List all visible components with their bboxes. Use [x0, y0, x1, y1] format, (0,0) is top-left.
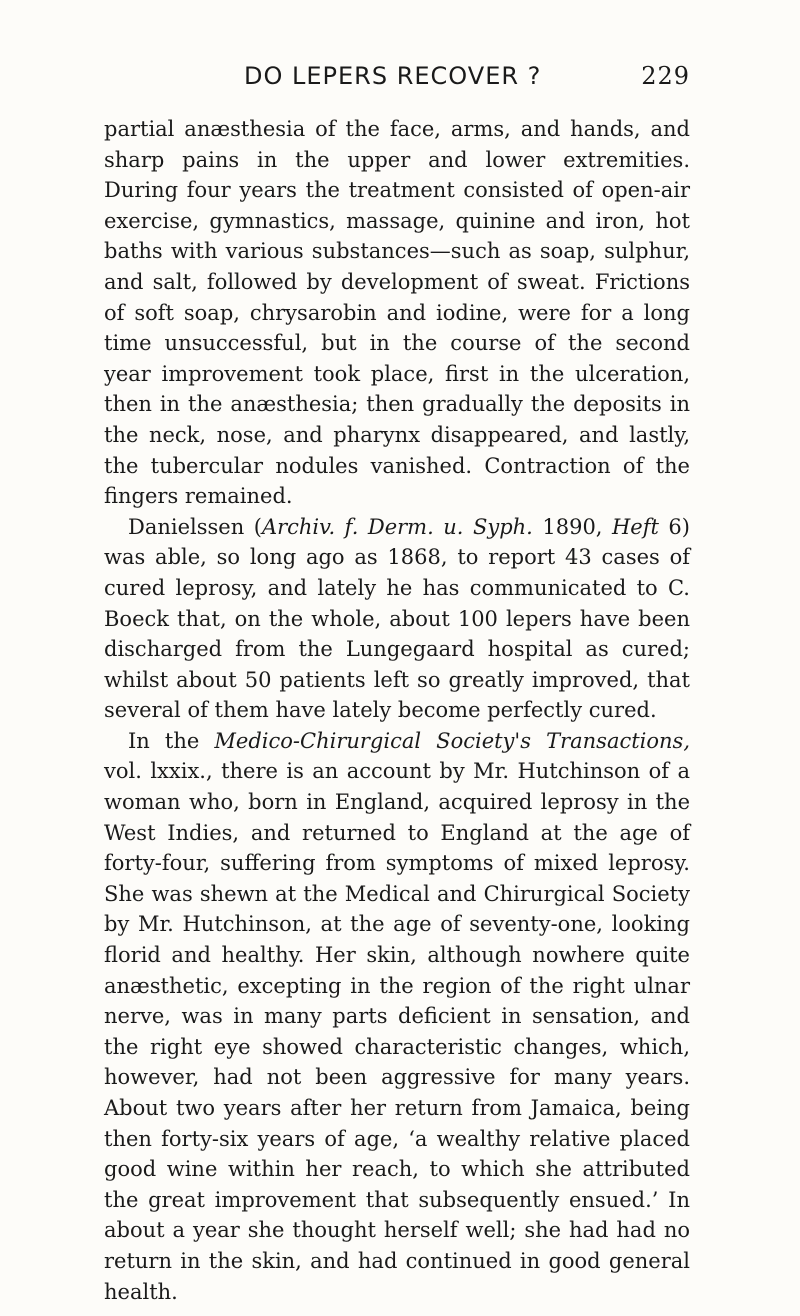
- running-title: DO LEPERS RECOVER ?: [244, 62, 542, 90]
- body-text: [104, 114, 690, 1307]
- text-run: Danielssen (: [128, 514, 262, 539]
- citation: Archiv. f. Derm. u. Syph.: [261, 514, 533, 539]
- paragraph: partial anæsthesia of the face, arms, and hands, and sharp pains in the upper and lower extremities. During four years the treatment consisted of open-air exercise, gymnastics, massage, quinine and iron, hot baths with various substances—such as soap, sulphur, and salt, followed by development of sweat. Frictions of soft soap, chrysarobin and iodine, were for a long time unsuccessful, but in the course of the second year improvement took place, first in the ulceration, then in the anæsthesia; then gradually the deposits in the neck, nose, and pharynx disappeared, and lastly, the tubercular nodules vanished. Contraction of the fingers remained.: [104, 117, 690, 509]
- text-run: In the: [128, 728, 215, 753]
- paragraph: [104, 726, 690, 1307]
- paragraph: [104, 512, 690, 726]
- text-run: vol. lxxix., there is an account by Mr. Hutchinson of a woman who, born in England, acquired leprosy in the West Indies, and returned to England at the age of forty-four, suffering from symptoms of mixed leprosy. She was shewn at the Medical and Chirurgical Society by Mr. Hutchinson, at the age of seventy-one, looking florid and healthy. Her skin, although nowhere quite anæsthetic, excepting in the region of the right ulnar nerve, was in many parts deficient in sensation, and the right eye showed characteristic changes, which, however, had not been aggressive for many years. About two years after her return from Jamaica, being then forty-six years of age, ‘a wealthy relative placed good wine within her reach, to which she attributed the great improvement that subsequently ensued.’ In about a year she thought herself well; she had had no return in the skin, and had continued in good general health.: [104, 759, 690, 1304]
- running-head: [104, 62, 690, 98]
- text-run: 6) was able, so long ago as 1868, to report 43 cases of cured leprosy, and lately he has communicated to C. Boeck that, on the whole, about 100 lepers have been discharged from the Lungegaard hospital as cured; whilst about 50 patients left so greatly improved, that several of them have lately become perfectly cured.: [104, 514, 690, 723]
- citation: Heft: [611, 514, 659, 539]
- page-number: 229: [641, 62, 690, 90]
- text-run: 1890,: [532, 514, 612, 539]
- citation: Medico-Chirurgical Society's Transactions,: [214, 728, 690, 753]
